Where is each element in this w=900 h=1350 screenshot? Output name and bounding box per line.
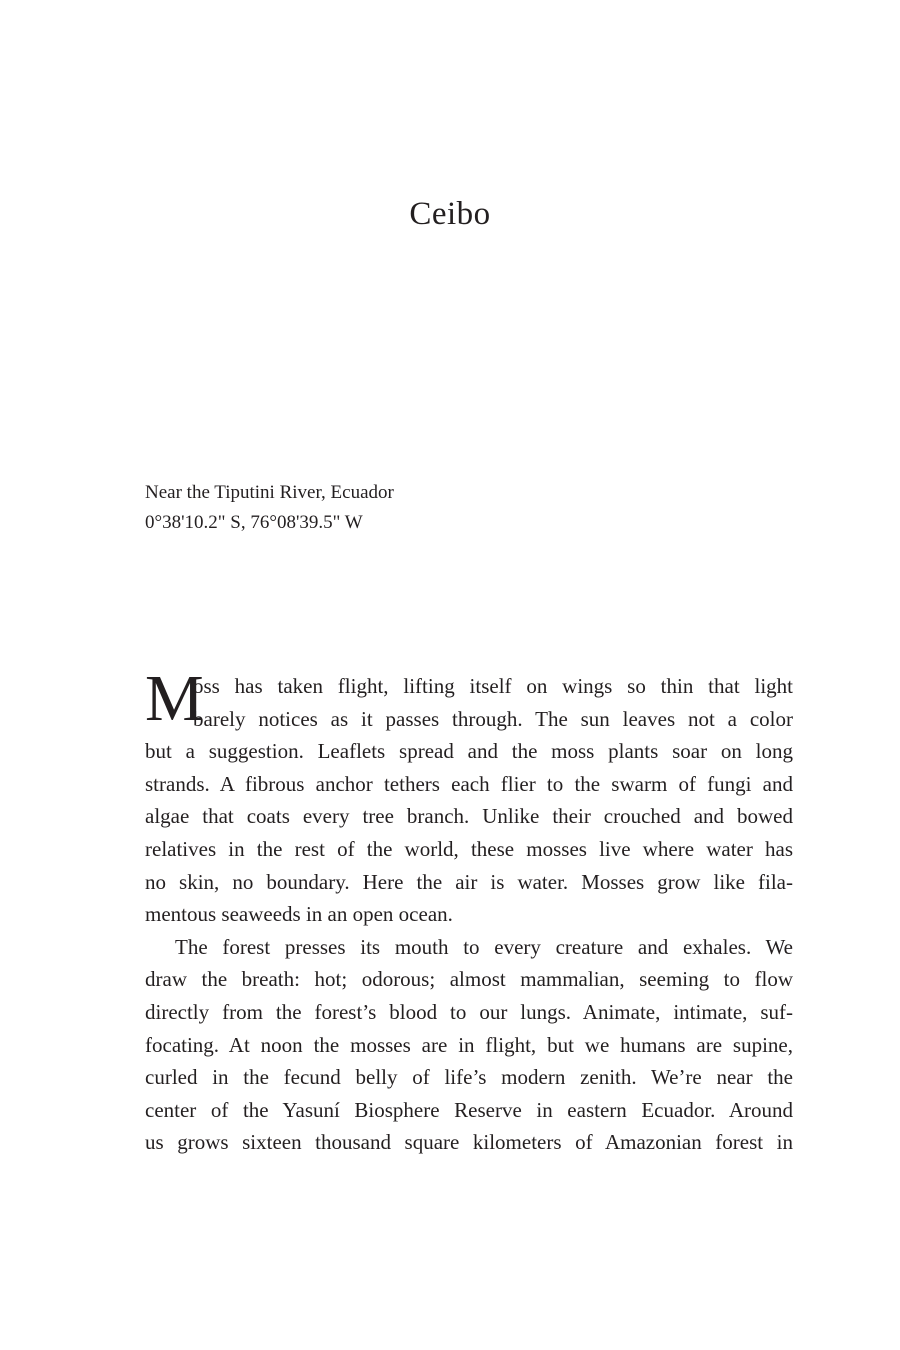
text-line: but a suggestion. Leaflets spread and the moss plants soar on long [145, 739, 793, 764]
paragraph-1 [145, 670, 793, 931]
text-line: strands. A fibrous anchor tethers each flier to the swarm of fungi and [145, 771, 793, 796]
text-line: us grows sixteen thousand square kilometers of Amazonian forest in [145, 1130, 793, 1155]
text-line: relatives in the rest of the world, these mosses live where water has [145, 836, 793, 861]
text-line: barely notices as it passes through. The sun leaves not a color [193, 706, 793, 731]
text-line: no skin, no boundary. Here the air is water. Mosses grow like fila- [145, 869, 793, 894]
location-place: Near the Tiputini River, Ecuador [145, 482, 394, 503]
text-line: oss has taken flight, lifting itself on wings so thin that light [193, 674, 793, 698]
chapter-title: Ceibo [409, 196, 491, 232]
location-block [145, 478, 394, 538]
text-line: center of the Yasuní Biosphere Reserve in eastern Ecuador. Around [145, 1097, 793, 1122]
text-line: focating. At noon the mosses are in flight, but we humans are supine, [145, 1032, 793, 1057]
text-line: draw the breath: hot; odorous; almost mammalian, seeming to flow [145, 967, 793, 992]
body-text [145, 662, 793, 1159]
text-line: curled in the fecund belly of life’s modern zenith. We’re near the [145, 1065, 793, 1090]
paragraph-2 [145, 931, 793, 1159]
text-line: algae that coats every tree branch. Unlike their crouched and bowed [145, 804, 793, 829]
text-line: directly from the forest’s blood to our lungs. Animate, intimate, suf- [145, 999, 793, 1024]
location-coordinates: 0°38'10.2" S, 76°08'39.5" W [145, 512, 363, 533]
drop-cap: M [145, 662, 204, 735]
text-line: mentous seaweeds in an open ocean. [145, 902, 453, 927]
text-line: The forest presses its mouth to every creature and exhales. We [175, 934, 793, 959]
